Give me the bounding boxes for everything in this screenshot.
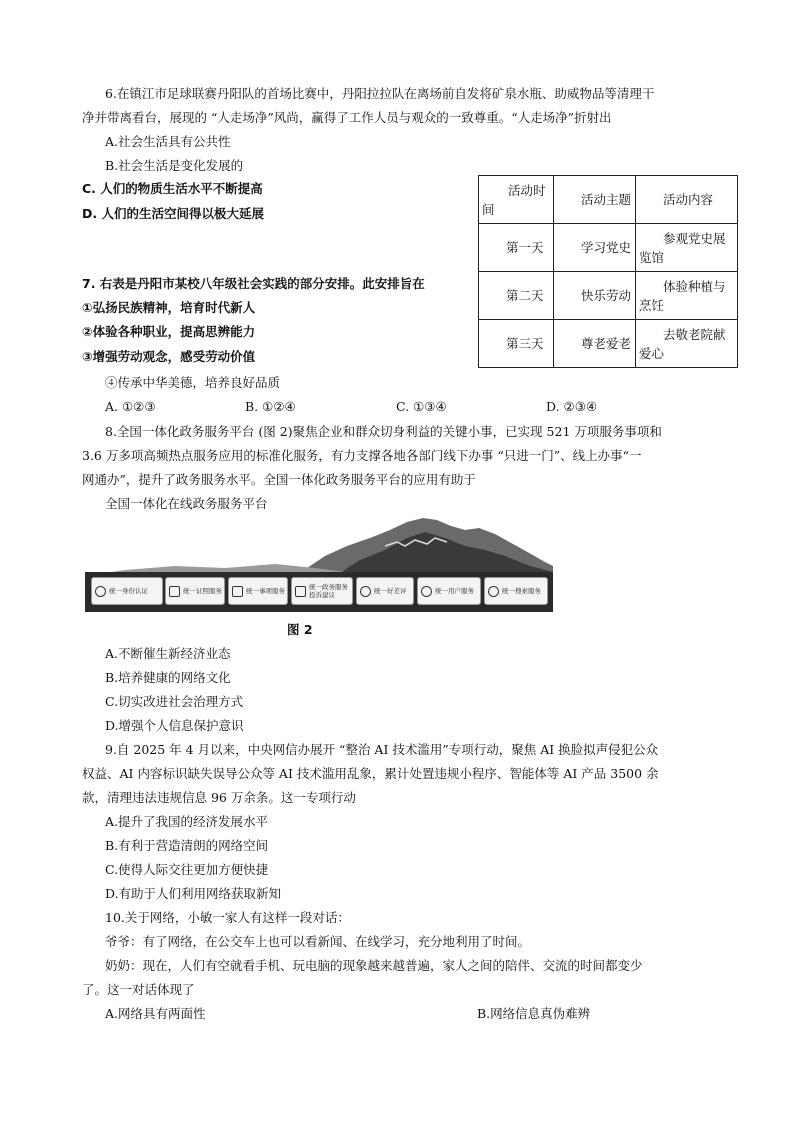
q8-line1: 8.全国一体化政务服务平台 (图 2)聚焦企业和群众切身利益的关键小事，已实现 521 万项服务事项和 xyxy=(105,424,662,439)
q7-choice-a: A. ①②③ xyxy=(105,399,156,414)
platform-banner-image xyxy=(85,516,553,612)
card-icon xyxy=(169,586,180,597)
table-cell: 第二天 xyxy=(479,272,554,320)
search-icon xyxy=(488,586,499,597)
q9-line3: 款，清理违法违规信息 96 万余条。这一专项行动 xyxy=(82,790,356,805)
figure-caption: 图 2 xyxy=(287,622,313,637)
q7-item-2: ②体验各种职业，提高思辨能力 xyxy=(82,324,256,339)
q6-option-d: D. 人们的生活空间得以极大延展 xyxy=(82,206,264,221)
q7-choice-c: C. ①③④ xyxy=(396,399,447,414)
q10-option-a: A.网络具有两面性 xyxy=(105,1006,206,1021)
q8-line2: 3.6 万多项高频热点服务应用的标准化服务，有力支撑各地各部门线下办事 “只进一门”、线上办事“一 xyxy=(82,448,642,463)
q10-grandpa: 爷爷：有了网络，在公交车上也可以看新闻、在线学习，充分地利用了时间。 xyxy=(105,934,531,949)
edit-icon xyxy=(295,586,306,597)
q9-line2: 权益、AI 内容标识缺失误导公众等 AI 技术滥用乱象，累计处置违规小程序、智能体等 AI 产品 3500 余 xyxy=(82,766,659,781)
table-header-cell: 活动主题 xyxy=(554,176,636,224)
table-header-cell: 活动内容 xyxy=(636,176,738,224)
table-header-cell: 活动时间 xyxy=(479,176,554,224)
service-tile-bar xyxy=(85,572,553,612)
table-row xyxy=(479,320,738,368)
q6-option-a: A.社会生活具有公共性 xyxy=(105,134,231,149)
pencil-icon xyxy=(360,586,371,597)
q9-option-d: D.有助于人们利用网络获取新知 xyxy=(105,886,282,901)
q10-grandma-line2: 了。这一对话体现了 xyxy=(82,982,195,997)
tile-matter-service[interactable]: 统一事项服务 xyxy=(228,577,288,605)
tile-user-service[interactable]: 统一用户服务 xyxy=(417,577,481,605)
table-row xyxy=(479,272,738,320)
q7-item-4: ④传承中华美德，培养良好品质 xyxy=(105,375,281,390)
q7-choice-b: B. ①②④ xyxy=(245,399,296,414)
table-row xyxy=(479,224,738,272)
table-cell: 学习党史 xyxy=(554,224,636,272)
q6-option-b: B.社会生活是变化发展的 xyxy=(105,158,244,173)
user-icon xyxy=(421,586,432,597)
q10-option-b: B.网络信息真伪难辨 xyxy=(477,1006,591,1021)
q6-option-c: C. 人们的物质生活水平不断提高 xyxy=(82,181,263,196)
tile-search-service[interactable]: 统一搜索服务 xyxy=(484,577,548,605)
q8-option-d: D.增强个人信息保护意识 xyxy=(105,718,244,733)
q9-line1: 9.自 2025 年 4 月以来，中央网信办展开 “整治 AI 技术滥用”专项行动，聚焦 AI 换脸拟声侵犯公众 xyxy=(105,742,659,757)
table-cell: 尊老爱老 xyxy=(554,320,636,368)
table-cell: 第一天 xyxy=(479,224,554,272)
q8-option-b: B.培养健康的网络文化 xyxy=(105,670,231,685)
q9-option-a: A.提升了我国的经济发展水平 xyxy=(105,814,269,829)
tile-rating[interactable]: 统一好差评 xyxy=(356,577,414,605)
q8-option-a: A.不断催生新经济业态 xyxy=(105,646,231,661)
tile-complaint-suggestion[interactable]: 统一政务服务投诉建议 xyxy=(291,577,353,605)
q6-stem-line2: 净并带离看台，展现的 “人走场净”风尚，赢得了工作人员与观众的一致尊重。“人走场净”折射出 xyxy=(82,110,612,125)
q8-line3: 网通办”，提升了政务服务水平。全国一体化政务服务平台的应用有助于 xyxy=(82,472,476,487)
table-header-row xyxy=(479,176,738,224)
q8-option-c: C.切实改进社会治理方式 xyxy=(105,694,244,709)
table-cell: 体验种植与烹饪 xyxy=(636,272,738,320)
table-cell: 参观党史展览馆 xyxy=(636,224,738,272)
q7-item-3: ③增强劳动观念，感受劳动价值 xyxy=(82,349,256,364)
q9-option-c: C.使得人际交往更加方便快捷 xyxy=(105,862,269,877)
mountain-landscape-icon xyxy=(85,516,553,576)
tile-identity-auth[interactable]: 统一身份认证 xyxy=(91,577,163,605)
activity-table xyxy=(478,175,738,368)
table-cell: 第三天 xyxy=(479,320,554,368)
q10-stem: 10.关于网络，小敏一家人有这样一段对话： xyxy=(105,910,350,925)
q10-grandma-line1: 奶奶：现在，人们有空就看手机、玩电脑的现象越来越普遍，家人之间的陪伴、交流的时间都变少 xyxy=(105,958,643,973)
platform-title: 全国一体化在线政务服务平台 xyxy=(105,496,268,511)
q9-option-b: B.有利于营造清朗的网络空间 xyxy=(105,838,269,853)
q7-stem: 7. 右表是丹阳市某校八年级社会实践的部分安排。此安排旨在 xyxy=(82,276,425,291)
table-cell: 快乐劳动 xyxy=(554,272,636,320)
table-cell: 去敬老院献爱心 xyxy=(636,320,738,368)
q6-stem-line1: 6.在镇江市足球联赛丹阳队的首场比赛中，丹阳拉拉队在离场前自发将矿泉水瓶、助威物品等清理干 xyxy=(105,86,655,101)
document-icon xyxy=(232,586,243,597)
tile-license-service[interactable]: 统一证照服务 xyxy=(165,577,225,605)
user-icon xyxy=(95,586,106,597)
q7-item-1: ①弘扬民族精神，培育时代新人 xyxy=(82,300,256,315)
q7-choice-d: D. ②③④ xyxy=(546,399,598,414)
